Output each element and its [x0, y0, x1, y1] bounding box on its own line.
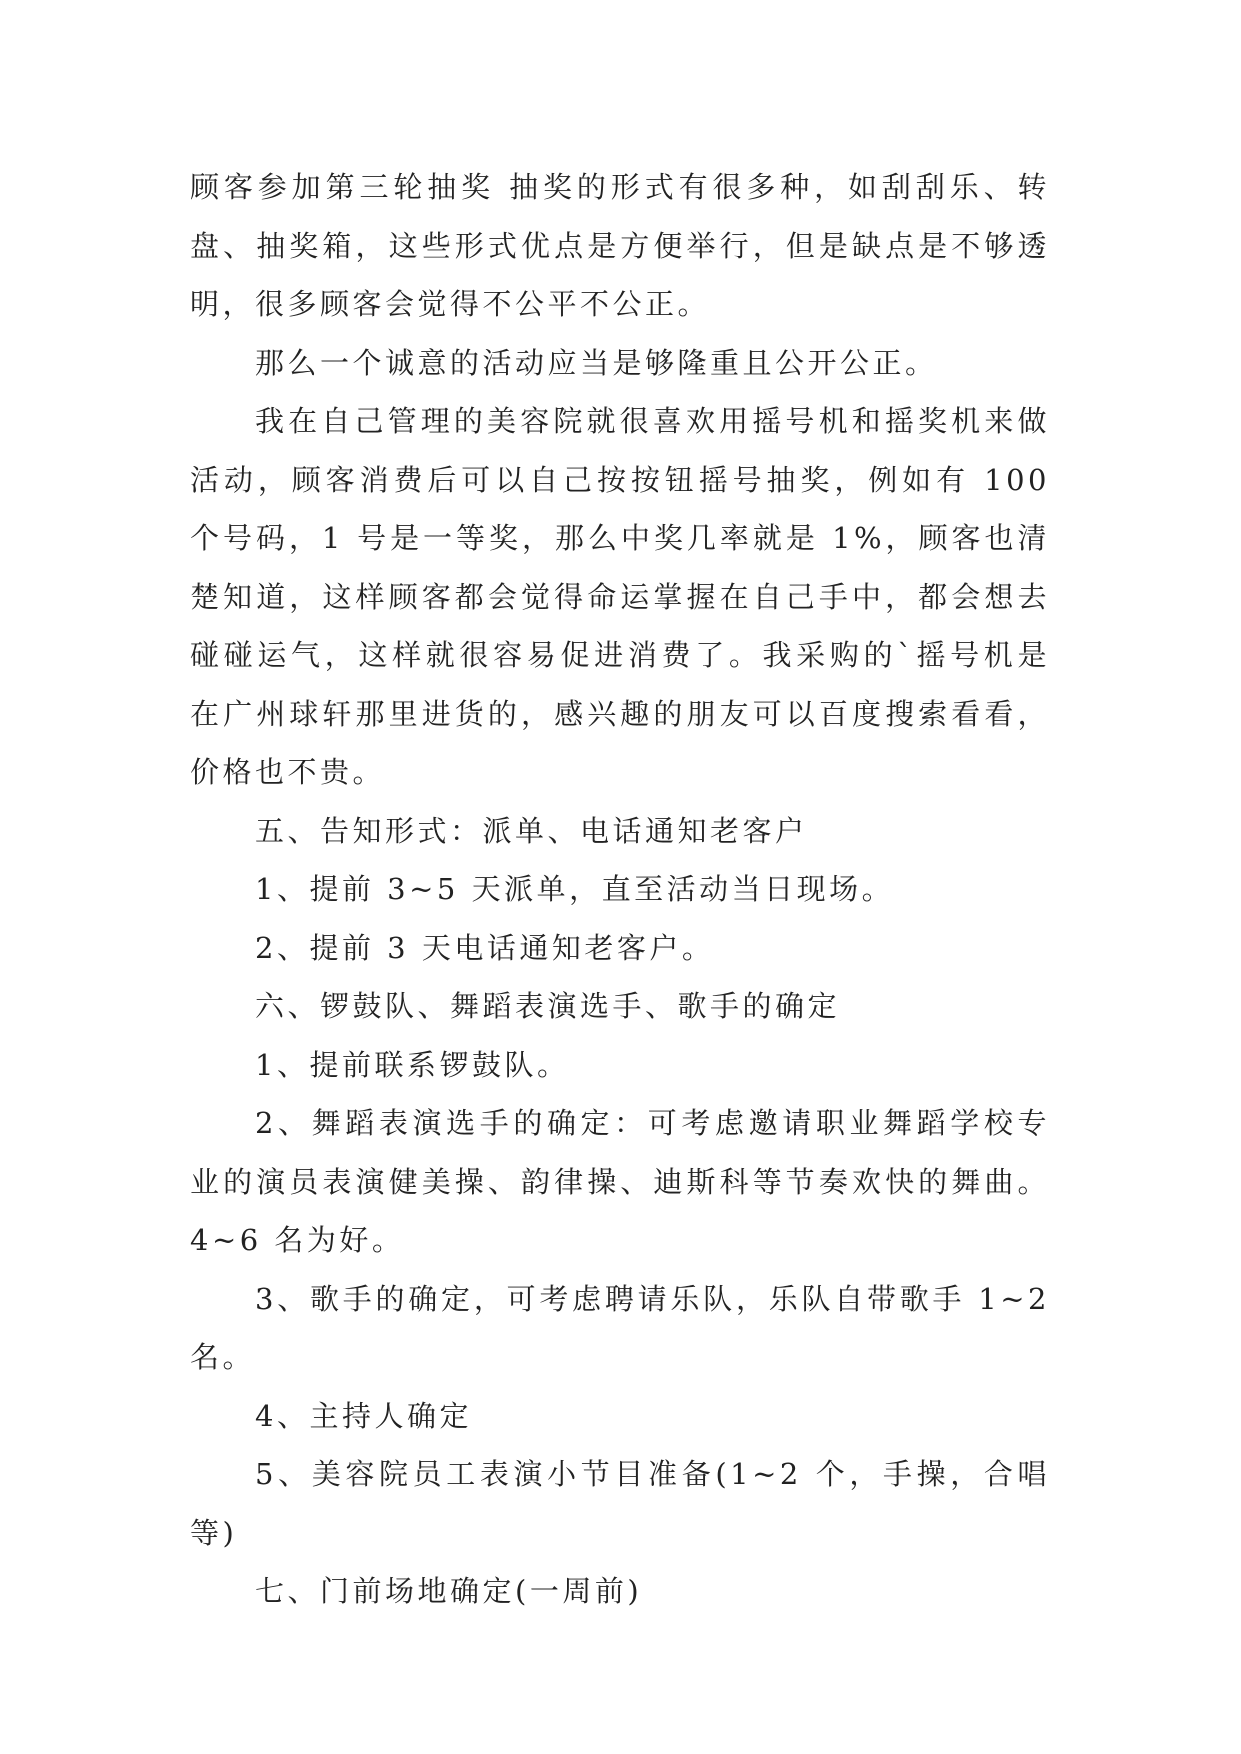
section-heading: 五、告知形式：派单、电话通知老客户 [255, 813, 808, 848]
section-heading: 六、锣鼓队、舞蹈表演选手、歌手的确定 [255, 989, 841, 1023]
list-item: 4、主持人确定 [255, 1398, 472, 1433]
list-item: 1、提前 3~5 天派单，直至活动当日现场。 [255, 872, 895, 906]
list-item: 2、舞蹈表演选手的确定：可考虑邀请职业舞蹈学校专业的演员表演健美操、韵律操、迪斯科等节奏欢快的舞曲。4~6 名为好。 [190, 1106, 1050, 1257]
list-item: 1、提前联系锣鼓队。 [255, 1047, 570, 1082]
section-heading: 七、门前场地确定(一周前) [255, 1574, 643, 1608]
paragraph: 我在自己管理的美容院就很喜欢用摇号机和摇奖机来做活动，顾客消费后可以自己按按钮摇号抽奖，例如有 100 个号码，1 号是一等奖，那么中奖几率就是 1%，顾客也清楚知道，这样顾客都会觉得命运掌握在自己手中，都会想去碰碰运气，这样就很容易促进消费了。我采购的`摇号机是在广州球轩那里进货的，感兴趣的朋友可以百度搜索看看，价格也不贵。 [190, 404, 1050, 789]
list-item: 2、提前 3 天电话通知老客户。 [255, 930, 715, 965]
paragraph: 那么一个诚意的活动应当是够隆重且公开公正。 [255, 345, 938, 380]
list-item: 5、美容院员工表演小节目准备(1~2 个，手操，合唱等) [190, 1457, 1050, 1550]
paragraph: 顾客参加第三轮抽奖 抽奖的形式有很多种，如刮刮乐、转盘、抽奖箱，这些形式优点是方便举行，但是缺点是不够透明，很多顾客会觉得不公平不公正。 [190, 170, 1050, 321]
document-body [190, 158, 1050, 1621]
list-item: 3、歌手的确定，可考虑聘请乐队，乐队自带歌手 1~2 名。 [190, 1281, 1050, 1374]
